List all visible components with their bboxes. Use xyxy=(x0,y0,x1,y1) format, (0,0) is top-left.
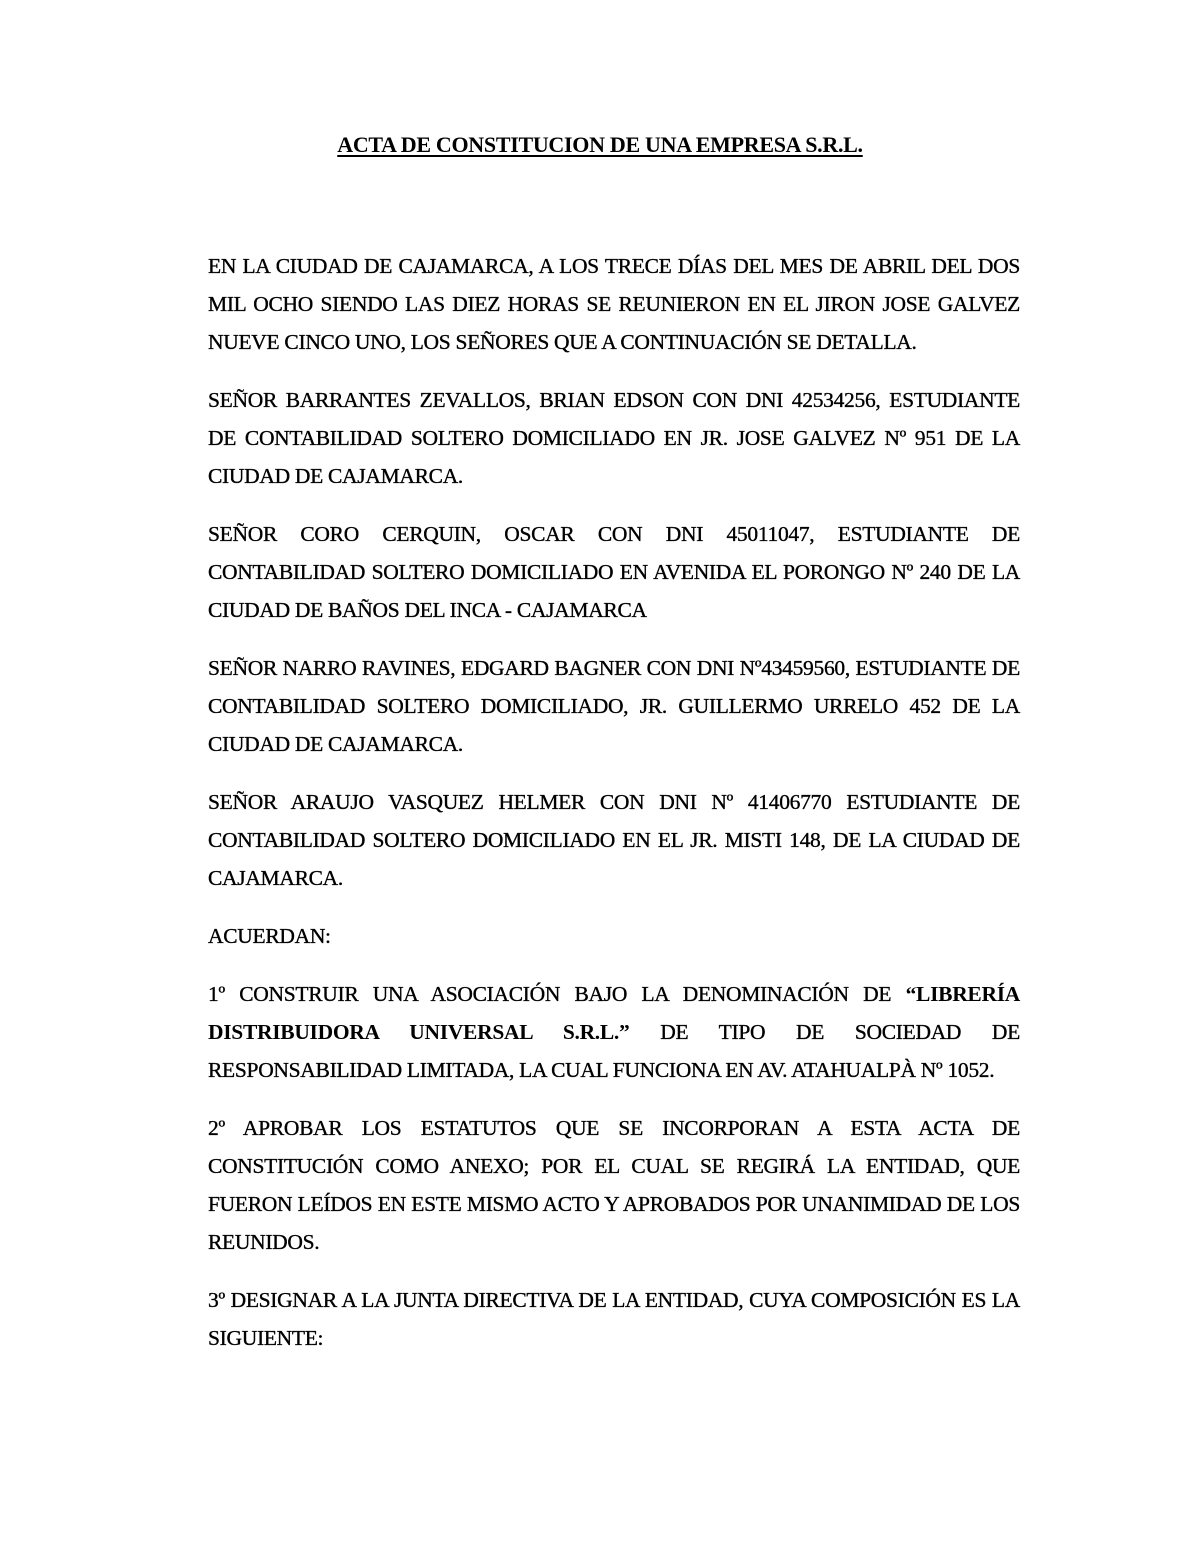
member-paragraph-3: SEÑOR NARRO RAVINES, EDGARD BAGNER CON DNI Nº43459560, ESTUDIANTE DE CONTABILIDAD SOLTERO DOMICILIADO, JR. GUILLERMO URRELO 452 DE LA CIUDAD DE CAJAMARCA. xyxy=(208,656,1020,756)
document-body xyxy=(208,247,1020,1377)
member-paragraph-2: SEÑOR CORO CERQUIN, OSCAR CON DNI 45011047, ESTUDIANTE DE CONTABILIDAD SOLTERO DOMICILIADO EN AVENIDA EL PORONGO Nº 240 DE LA CIUDAD DE BAÑOS DEL INCA - CAJAMARCA xyxy=(208,522,1020,622)
agreement-3-paragraph: 3º DESIGNAR A LA JUNTA DIRECTIVA DE LA ENTIDAD, CUYA COMPOSICIÓN ES LA SIGUIENTE: xyxy=(208,1288,1020,1350)
member-paragraph-4: SEÑOR ARAUJO VASQUEZ HELMER CON DNI Nº 41406770 ESTUDIANTE DE CONTABILIDAD SOLTERO DOMICILIADO EN EL JR. MISTI 148, DE LA CIUDAD DE CAJAMARCA. xyxy=(208,790,1020,890)
agreements-heading: ACUERDAN: xyxy=(208,924,331,948)
agreement-2-paragraph: 2º APROBAR LOS ESTATUTOS QUE SE INCORPORAN A ESTA ACTA DE CONSTITUCIÓN COMO ANEXO; POR EL CUAL SE REGIRÁ LA ENTIDAD, QUE FUERON LEÍDOS EN ESTE MISMO ACTO Y APROBADOS POR UNANIMIDAD DE LOS REUNIDOS. xyxy=(208,1116,1020,1254)
intro-paragraph: EN LA CIUDAD DE CAJAMARCA, A LOS TRECE DÍAS DEL MES DE ABRIL DEL DOS MIL OCHO SIENDO LAS DIEZ HORAS SE REUNIERON EN EL JIRON JOSE GALVEZ NUEVE CINCO UNO, LOS SEÑORES QUE A CONTINUACIÓN SE DETALLA. xyxy=(208,254,1020,354)
company-name: “LIBRERÍA DISTRIBUIDORA UNIVERSAL S.R.L.” xyxy=(208,982,1020,1044)
member-paragraph-1: SEÑOR BARRANTES ZEVALLOS, BRIAN EDSON CON DNI 42534256, ESTUDIANTE DE CONTABILIDAD SOLTERO DOMICILIADO EN JR. JOSE GALVEZ Nº 951 DE LA CIUDAD DE CAJAMARCA. xyxy=(208,388,1020,488)
document-title: ACTA DE CONSTITUCION DE UNA EMPRESA S.R.L. xyxy=(337,132,863,157)
agreement-1-text-before: 1º CONSTRUIR UNA ASOCIACIÓN BAJO LA DENOMINACIÓN DE xyxy=(208,982,906,1006)
agreement-1-text-after: DE TIPO DE SOCIEDAD DE RESPONSABILIDAD LIMITADA, LA CUAL FUNCIONA EN AV. ATAHUALPÀ Nº 1052. xyxy=(208,1020,1020,1082)
agreement-1-paragraph xyxy=(208,975,1020,1089)
